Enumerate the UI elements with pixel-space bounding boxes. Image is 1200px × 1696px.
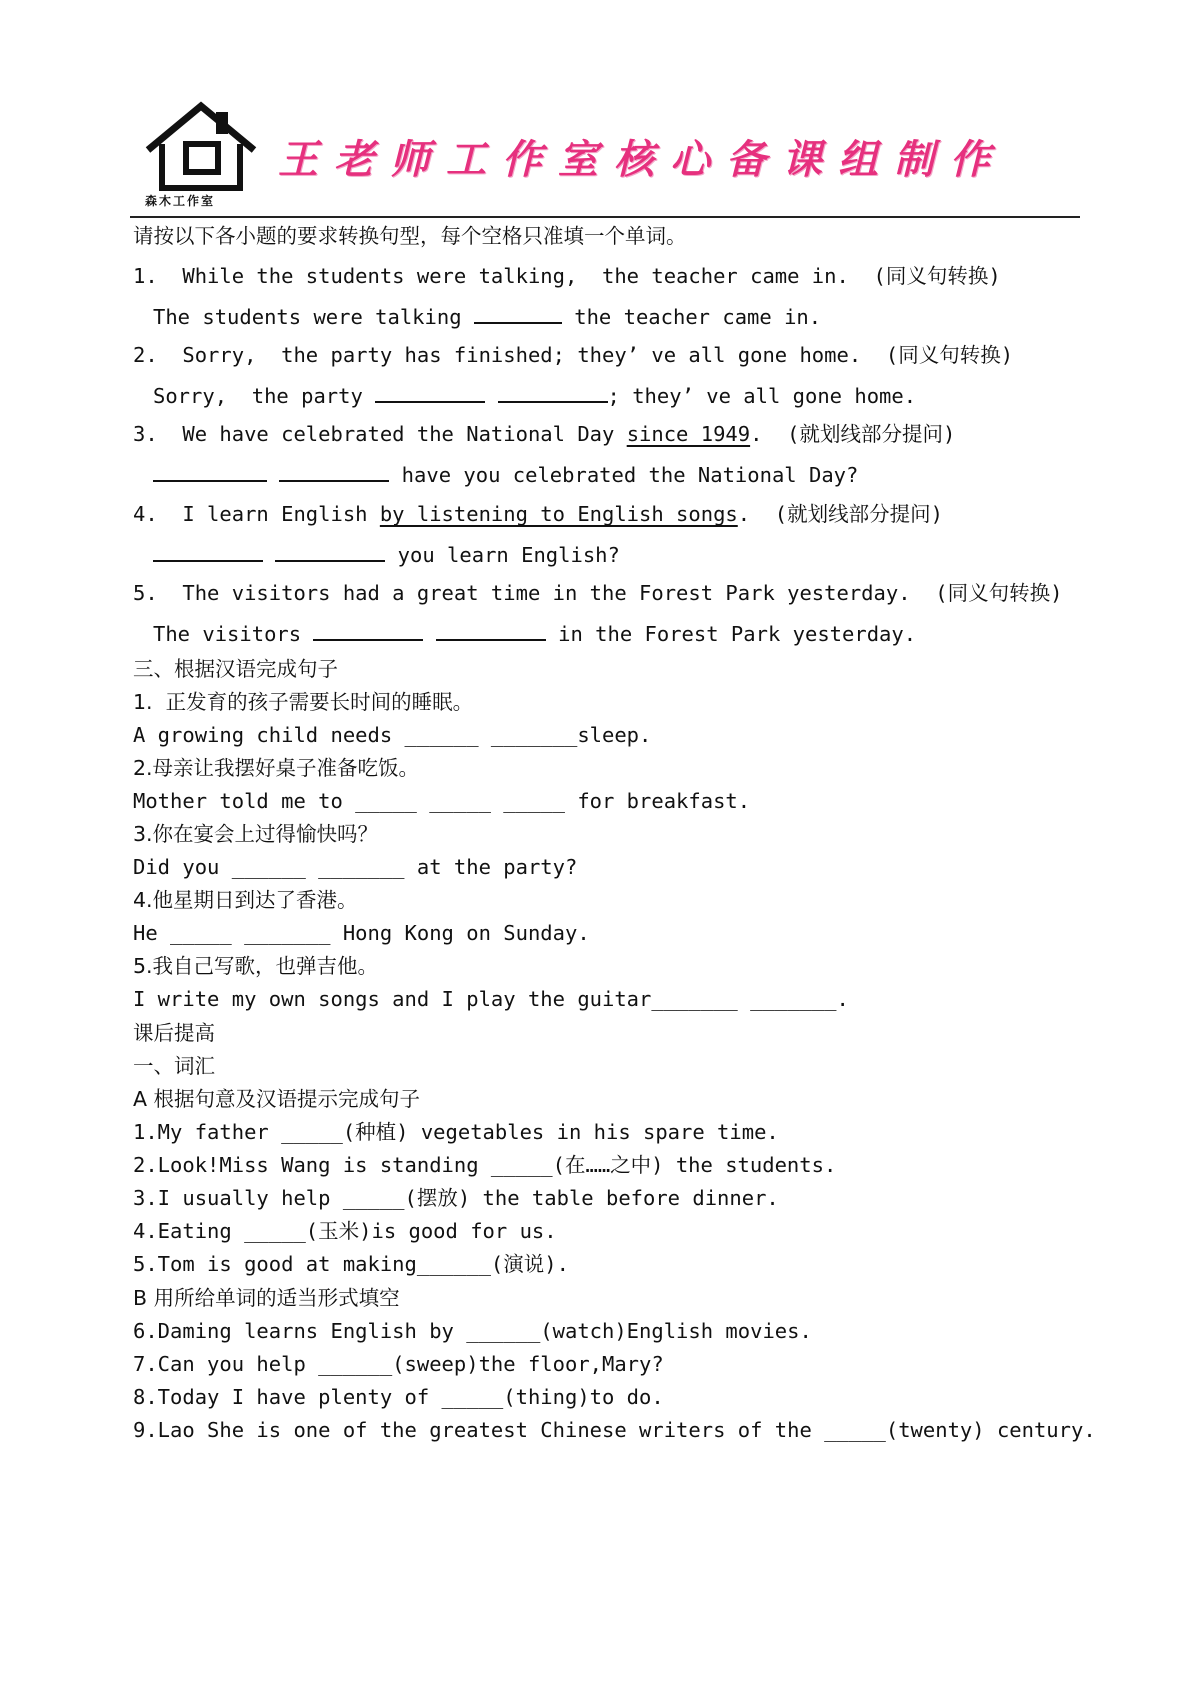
vocab-title: 一、词汇	[133, 1054, 215, 1078]
part-a-title: A 根据句意及汉语提示完成句子	[133, 1087, 421, 1111]
question-4: 4. I learn English by listening to English songs. (就划线部分提问)	[133, 502, 943, 526]
underlined-phrase: by listening to English songs	[379, 502, 738, 526]
answer-line-4: you learn English?	[133, 540, 620, 569]
question-2: 2. Sorry, the party has finished; they’ ve all gone home. (同义句转换)	[133, 343, 1014, 367]
translate-item-cn: 2.母亲让我摆好桌子准备吃饭。	[133, 756, 420, 780]
translate-item-cn: 4.他星期日到达了香港。	[133, 888, 358, 912]
instruction: 请按以下各小题的要求转换句型，每个空格只准填一个单词。	[133, 224, 687, 248]
logo-text: 森木工作室	[145, 194, 216, 208]
answer-line-5: The visitors in the Forest Park yesterday.	[133, 619, 916, 648]
page-header	[130, 88, 1080, 218]
question-3: 3. We have celebrated the National Day since 1949. (就划线部分提问)	[133, 422, 956, 446]
answer-blank[interactable]	[474, 302, 562, 324]
translate-item-en: Did you ______ _______ at the party?	[133, 855, 578, 879]
vocab-item: 2.Look!Miss Wang is standing _____(在……之中) the students.	[133, 1153, 837, 1177]
word-form-item: 6.Daming learns English by ______(watch)English movies.	[133, 1319, 812, 1343]
answer-blank[interactable]	[313, 619, 423, 641]
vocab-item: 5.Tom is good at making______(演说).	[133, 1252, 569, 1276]
answer-line-2: Sorry, the party ; they’ ve all gone home.	[133, 381, 916, 410]
translate-item-cn: 5.我自己写歌，也弹吉他。	[133, 954, 379, 978]
translate-item-en: A growing child needs ______ _______sleep.	[133, 723, 652, 747]
part-b-title: B 用所给单词的适当形式填空	[133, 1286, 400, 1310]
answer-blank[interactable]	[275, 540, 385, 562]
translate-item-cn: 1. 正发育的孩子需要长时间的睡眠。	[133, 690, 474, 714]
vocab-item: 3.I usually help _____(摆放) the table before dinner.	[133, 1186, 779, 1210]
answer-line-1: The students were talking the teacher came in.	[133, 302, 821, 331]
translate-item-en: I write my own songs and I play the guitar_______ _______.	[133, 987, 849, 1011]
after-class-title: 课后提高	[133, 1021, 215, 1045]
underlined-phrase: since 1949	[626, 422, 751, 446]
translate-item-cn: 3.你在宴会上过得愉快吗？	[133, 822, 379, 846]
answer-blank[interactable]	[279, 460, 389, 482]
section-3-title: 三、根据汉语完成句子	[133, 657, 338, 681]
answer-blank[interactable]	[375, 381, 485, 403]
translate-item-en: He _____ _______ Hong Kong on Sunday.	[133, 921, 590, 945]
banner-title: 王老师工作室核心备课组制作	[278, 136, 1006, 183]
answer-blank[interactable]	[436, 619, 546, 641]
translate-item-en: Mother told me to _____ _____ _____ for breakfast.	[133, 789, 751, 813]
vocab-item: 4.Eating _____(玉米)is good for us.	[133, 1219, 557, 1243]
vocab-item: 1.My father _____(种植) vegetables in his spare time.	[133, 1120, 779, 1144]
answer-blank[interactable]	[153, 540, 263, 562]
word-form-item: 7.Can you help ______(sweep)the floor,Mary?	[133, 1352, 664, 1376]
answer-line-3: have you celebrated the National Day?	[133, 460, 858, 489]
word-form-item: 8.Today I have plenty of _____(thing)to do.	[133, 1385, 664, 1409]
question-1: 1. While the students were talking, the teacher came in. (同义句转换)	[133, 264, 1001, 288]
word-form-item: 9.Lao She is one of the greatest Chinese writers of the _____(twenty) century.	[133, 1418, 1096, 1442]
answer-blank[interactable]	[153, 460, 267, 482]
answer-blank[interactable]	[498, 381, 608, 403]
question-5: 5. The visitors had a great time in the Forest Park yesterday. (同义句转换)	[133, 581, 1063, 605]
